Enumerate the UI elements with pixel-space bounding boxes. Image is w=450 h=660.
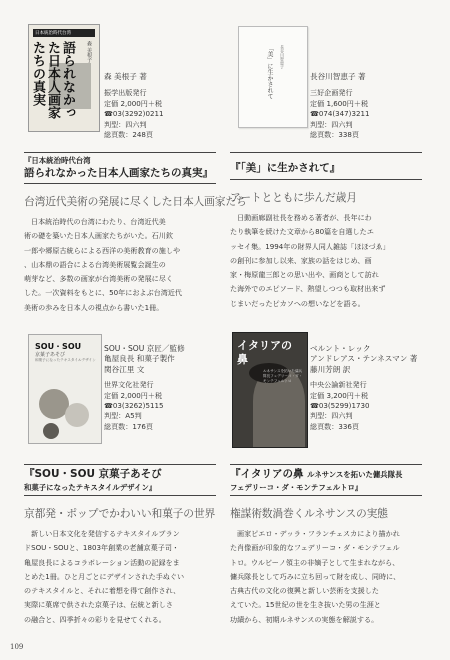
publisher: 振学出版発行 bbox=[104, 88, 147, 98]
body-line: じまいだったピカソへの想いなどを語る。 bbox=[230, 298, 365, 308]
book-header bbox=[230, 20, 422, 151]
body-line: た海外でのエピソード、熱望しつつも取材出来ず bbox=[230, 284, 386, 294]
phone: ☎03(3262)5115 bbox=[104, 401, 164, 411]
price: 定価 1,600円＋税 bbox=[310, 98, 369, 108]
book-review-3 bbox=[24, 332, 216, 627]
book-translator: 藤川芳朗 訳 bbox=[310, 364, 351, 374]
body-line: 実際に菓席で供された京菓子は、伝統と新しさ bbox=[24, 600, 173, 610]
book-review-2 bbox=[230, 20, 422, 311]
body-line: 術の礎を築いた日本人画家たちがいた。石川欽 bbox=[24, 231, 173, 241]
price: 定価 2,000円＋税 bbox=[104, 98, 163, 108]
body-line: 傭兵隊長として巧みに立ち回って財を成し、同時に、 bbox=[230, 571, 401, 581]
cover-tagline: 和菓子になったテキスタイルデザイン bbox=[35, 358, 96, 362]
book-title-box bbox=[24, 464, 216, 496]
publisher: 世界文化社発行 bbox=[104, 380, 154, 390]
book-cover-image bbox=[28, 334, 102, 444]
phone: ☎03(3292)0211 bbox=[104, 109, 164, 119]
body-line: た肖像画が印象的なフェデリーコ・ダ・モンテフェル bbox=[230, 543, 400, 553]
book-title-tail: ルネサンスを拓いた傭兵隊長 bbox=[307, 470, 403, 479]
book-author: ベルント・レック bbox=[310, 344, 371, 353]
page-count: 総頁数：176頁 bbox=[104, 421, 154, 431]
book-author: 森 美根子 著 bbox=[104, 72, 147, 81]
cover-title-2: 鼻 bbox=[237, 353, 248, 366]
review-heading: アートとともに歩んだ歳月 bbox=[230, 191, 357, 204]
page-count: 総頁数：338頁 bbox=[310, 130, 360, 140]
book-meta bbox=[310, 344, 422, 432]
book-coauthor: アンドレアス・テンネスマン 著 bbox=[310, 354, 418, 364]
body-line: 古典古代の文化の復興と新しい芸術を支援した bbox=[230, 586, 379, 596]
review-body bbox=[230, 527, 422, 627]
book-title: 『SOU・SOU 京菓子あそび bbox=[24, 468, 162, 480]
phone: ☎03(5299)1730 bbox=[310, 401, 370, 411]
book-subtitle: 和菓子になったテキスタイルデザイン』 bbox=[24, 483, 157, 492]
body-line: 功績から、初期ルネサンスの実態を解説する。 bbox=[230, 614, 379, 624]
body-line: のテキスタイルと、それに着想を得て創作され、 bbox=[24, 586, 181, 596]
body-line: の創刊に参加し以来、家族の話をはじめ、画 bbox=[230, 255, 372, 265]
book-header bbox=[230, 332, 422, 463]
book-meta bbox=[104, 72, 216, 140]
body-line: 画家ピエロ・デッラ・フランチェスカにより描かれ bbox=[237, 529, 400, 538]
review-body bbox=[24, 215, 216, 315]
book-cover-image bbox=[238, 26, 308, 128]
book-header bbox=[24, 20, 216, 151]
cover-title: SOU・SOU bbox=[35, 342, 82, 351]
body-line: 日動画廊副社長を務める著者が、長年にわ bbox=[237, 213, 372, 222]
body-line: とめた1冊。ひと月ごとにデザインされた手ぬぐい bbox=[24, 571, 185, 581]
book-title: 『「美」に生かされて』 bbox=[230, 162, 341, 174]
body-line: 家・梅原龍三郎との思い出や、画商として訪れ bbox=[230, 270, 379, 280]
book-title-box bbox=[24, 152, 216, 184]
review-heading: 京都発・ポップでかわいい和菓子の世界 bbox=[24, 507, 216, 520]
review-body bbox=[24, 527, 216, 627]
book-title-box bbox=[230, 464, 422, 496]
body-line: 萌芽など、多数の画家が台湾美術の発展に尽く bbox=[24, 274, 173, 284]
publisher: 三好企画発行 bbox=[310, 88, 353, 98]
format: 判型：四六判 bbox=[310, 411, 353, 421]
body-line: 美術の歩みを日本人の視点から書いた1冊。 bbox=[24, 302, 164, 312]
book-producer: 亀屋良長 和菓子製作 bbox=[104, 354, 175, 364]
body-line: えていた。15世紀の世を生き抜いた男の生涯と bbox=[230, 600, 381, 610]
body-line: 新しい日本文化を発信するテキスタイルブラン bbox=[31, 529, 180, 538]
cover-author: 森 美根子 bbox=[86, 41, 92, 63]
review-body bbox=[230, 211, 422, 311]
cover-title: 語られなかった日本人画家たちの真実 bbox=[30, 41, 75, 119]
book-subtitle: フェデリーコ・ダ・モンテフェルトロ』 bbox=[230, 483, 363, 492]
page-number: 109 bbox=[10, 643, 24, 651]
page-count: 総頁数：248頁 bbox=[104, 130, 154, 140]
format: 判型：A5判 bbox=[104, 411, 142, 421]
review-heading: 権謀術数渦巻くルネサンスの実態 bbox=[230, 507, 388, 520]
body-line: 日本統治時代の台湾にわたり、台湾近代美 bbox=[31, 217, 166, 226]
review-heading: 台湾近代美術の発展に尽くした日本人画家たち bbox=[24, 195, 247, 208]
cover-title: 「美」に生かされて bbox=[266, 45, 273, 99]
book-writer: 関谷江里 文 bbox=[104, 364, 145, 374]
book-meta bbox=[104, 344, 216, 432]
format: 判型：四六判 bbox=[310, 119, 353, 129]
body-line: 亀屋良長によるコラボレーション活動の記録をま bbox=[24, 557, 180, 567]
book-series: 『日本統治時代台湾 bbox=[24, 156, 91, 165]
cover-subtitle: 京菓子あそび bbox=[35, 352, 66, 358]
body-line: トロ。ウルビーノ領主の非嫡子として生まれながら、 bbox=[230, 557, 400, 567]
book-cover-image bbox=[28, 24, 100, 132]
body-line: ドSOU・SOUと、1803年創業の老舗京菓子司・ bbox=[24, 543, 180, 553]
page-count: 総頁数：336頁 bbox=[310, 421, 360, 431]
publisher: 中央公論新社発行 bbox=[310, 380, 367, 390]
body-line: した。一次資料をもとに、50年におよぶ台湾近代 bbox=[24, 288, 182, 298]
body-line: 一郎や郷原古統らによる西洋の美術教育の施しや bbox=[24, 245, 181, 255]
book-title-box bbox=[230, 152, 422, 180]
book-title: 『イタリアの鼻 bbox=[230, 468, 304, 480]
price: 定価 2,000円＋税 bbox=[104, 390, 163, 400]
cover-sweet bbox=[43, 423, 59, 439]
cover-title: イタリアの bbox=[237, 339, 292, 352]
price: 定価 3,200円＋税 bbox=[310, 390, 369, 400]
body-line: 、山本鼎の語合による台湾美術展覧会誕生の bbox=[24, 259, 166, 269]
book-cover-image bbox=[232, 332, 308, 448]
book-meta bbox=[310, 72, 422, 140]
cover-author: 長谷川智恵子 bbox=[280, 45, 285, 69]
phone: ☎074(347)3211 bbox=[310, 109, 370, 119]
book-title-line bbox=[230, 467, 422, 482]
format: 判型：四六判 bbox=[104, 119, 147, 129]
cover-subtitle: ルネサンスを拓いた傭兵隊長フェデリーコ・ダ・モンテフェルトロ bbox=[263, 369, 303, 383]
body-line: たり執筆を続けた文章から80篇を自選したエ bbox=[230, 227, 374, 237]
book-author: SOU・SOU 京匠／監修 bbox=[104, 344, 185, 353]
body-line: の融合と、四季折々の彩りを見せてくれる。 bbox=[24, 614, 166, 624]
book-header bbox=[24, 332, 216, 463]
book-review-4 bbox=[230, 332, 422, 627]
cover-sweet bbox=[65, 403, 89, 427]
cover-series: 日本統治時代台湾 bbox=[33, 29, 95, 37]
book-author: 長谷川智恵子 著 bbox=[310, 72, 366, 81]
book-review-1 bbox=[24, 20, 247, 315]
body-line: ッセイ集。1994年の財界人同人雑誌「ほほづゑ」 bbox=[230, 241, 390, 251]
book-title: 語られなかった日本人画家たちの真実』 bbox=[24, 167, 213, 179]
